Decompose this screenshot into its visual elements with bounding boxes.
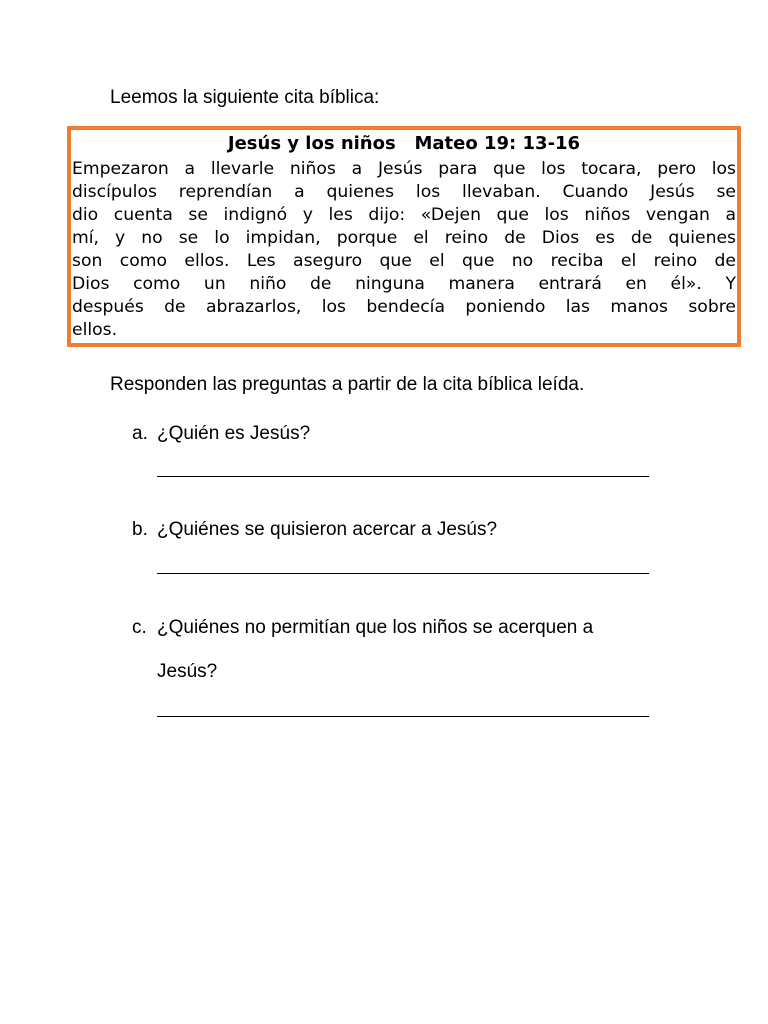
question-b-text: ¿Quiénes se quisieron acercar a Jesús? [157, 519, 498, 540]
question-c-marker: c. [132, 617, 147, 638]
quote-line: Dios como un niño de ninguna manera entrará en él». Y [72, 274, 736, 294]
quote-line: mí, y no se lo impidan, porque el reino de Dios es de quienes [72, 228, 736, 248]
bible-quote-box [67, 126, 741, 347]
quote-line: Empezaron a llevarle niños a Jesús para que los tocara, pero los [72, 159, 736, 179]
quote-line: discípulos reprendían a quienes los llevaban. Cuando Jesús se [72, 182, 736, 202]
quote-title: Jesús y los niños Mateo 19: 13-16 [227, 133, 581, 154]
question-c-continuation: Jesús? [157, 661, 218, 682]
question-c-text: ¿Quiénes no permitían que los niños se acerquen a [157, 617, 594, 638]
quote-line: después de abrazarlos, los bendecía poniendo las manos sobre [72, 297, 736, 317]
answer-line-c[interactable] [157, 716, 649, 717]
answer-line-b[interactable] [157, 573, 649, 574]
question-a-text: ¿Quién es Jesús? [157, 423, 311, 444]
answer-line-a[interactable] [157, 476, 649, 477]
instructions-text: Responden las preguntas a partir de la cita bíblica leída. [110, 374, 585, 395]
question-b-marker: b. [132, 519, 148, 540]
quote-line: dio cuenta se indignó y les dijo: «Dejen que los niños vengan a [72, 205, 736, 225]
quote-line: ellos. [72, 320, 118, 340]
quote-line: son como ellos. Les aseguro que el que no reciba el reino de [72, 251, 736, 271]
question-a-marker: a. [132, 423, 148, 444]
intro-text: Leemos la siguiente cita bíblica: [110, 87, 380, 108]
